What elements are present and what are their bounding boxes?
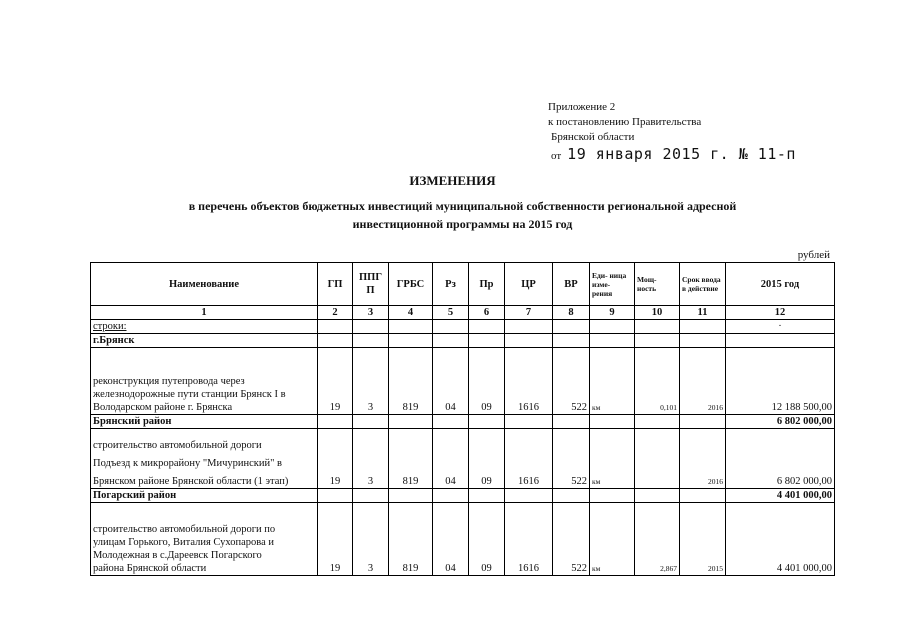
header-year-2015: 2015 год bbox=[726, 263, 835, 306]
object-name: строительство автомобильной дороги по улицам Горького, Виталия Сухопарова и Молодежная в с.Дареевск Погарского района Брянской области bbox=[91, 503, 318, 576]
cell-unit: км bbox=[590, 503, 635, 576]
cell-year: 2016 bbox=[680, 348, 726, 415]
cell-unit: км bbox=[590, 429, 635, 489]
appendix-block bbox=[548, 100, 796, 164]
cell-rz: 04 bbox=[433, 348, 469, 415]
cell-vr: 522 bbox=[553, 429, 590, 489]
col-num-9: 9 bbox=[590, 306, 635, 320]
section-name: Брянский район bbox=[91, 415, 318, 429]
cell-pr: 09 bbox=[469, 429, 505, 489]
cell-amount: 12 188 500,00 bbox=[726, 348, 835, 415]
col-num-1: 1 bbox=[91, 306, 318, 320]
appendix-date bbox=[548, 147, 796, 164]
stroki-mark: · bbox=[726, 320, 835, 334]
object-row-dareevsk-road bbox=[91, 503, 835, 576]
section-name: г.Брянск bbox=[91, 334, 318, 348]
header-gp: ГП bbox=[318, 263, 353, 306]
cell-gp: 19 bbox=[318, 348, 353, 415]
cell-rz: 04 bbox=[433, 503, 469, 576]
object-row-overpass bbox=[91, 348, 835, 415]
cell-capacity bbox=[635, 429, 680, 489]
cell-rz: 04 bbox=[433, 429, 469, 489]
cell-amount: 6 802 000,00 bbox=[726, 429, 835, 489]
appendix-line-1: Приложение 2 bbox=[548, 101, 616, 113]
cell-grbs: 819 bbox=[389, 429, 433, 489]
cell-gp: 19 bbox=[318, 503, 353, 576]
cell-ppgp: 3 bbox=[353, 503, 389, 576]
col-num-4: 4 bbox=[389, 306, 433, 320]
object-name: строительство автомобильной дороги Подъезд к микрорайону "Мичуринский" в Брянском районе Брянской области (1 этап) bbox=[91, 429, 318, 489]
section-total: 6 802 000,00 bbox=[726, 415, 835, 429]
col-num-8: 8 bbox=[553, 306, 590, 320]
section-total bbox=[726, 334, 835, 348]
cell-vr: 522 bbox=[553, 348, 590, 415]
col-num-12: 12 bbox=[726, 306, 835, 320]
changes-table bbox=[90, 262, 835, 576]
header-grbs: ГРБС bbox=[389, 263, 433, 306]
subtitle-line-2: инвестиционной программы на 2015 год bbox=[352, 217, 573, 231]
header-row bbox=[91, 263, 835, 306]
cell-unit: км bbox=[590, 348, 635, 415]
cell-ppgp: 3 bbox=[353, 348, 389, 415]
subtitle-line-1: в перечень объектов бюджетных инвестиций муниципальной собственности региональной адресной bbox=[188, 199, 737, 213]
header-vr: ВР bbox=[553, 263, 590, 306]
document-title: ИЗМЕНЕНИЯ bbox=[409, 173, 496, 188]
document-subtitle bbox=[140, 197, 785, 233]
header-ppgp: ППГ П bbox=[353, 263, 389, 306]
section-total: 4 401 000,00 bbox=[726, 489, 835, 503]
cell-pr: 09 bbox=[469, 348, 505, 415]
stroki-label: строки: bbox=[91, 320, 318, 334]
header-rz: Рз bbox=[433, 263, 469, 306]
appendix-line-2: к постановлению Правительства bbox=[548, 116, 702, 128]
cell-gp: 19 bbox=[318, 429, 353, 489]
header-term: Срок ввода в действие bbox=[680, 263, 726, 306]
header-name: Наименование bbox=[91, 263, 318, 306]
column-number-row bbox=[91, 306, 835, 320]
header-capacity: Мощ- ность bbox=[635, 263, 680, 306]
currency-unit: рублей bbox=[797, 249, 830, 261]
appendix-date-prefix: от bbox=[551, 150, 562, 162]
col-num-10: 10 bbox=[635, 306, 680, 320]
cell-vr: 522 bbox=[553, 503, 590, 576]
stroki-row bbox=[91, 320, 835, 334]
col-num-2: 2 bbox=[318, 306, 353, 320]
cell-cr: 1616 bbox=[505, 503, 553, 576]
col-num-5: 5 bbox=[433, 306, 469, 320]
cell-year: 2016 bbox=[680, 429, 726, 489]
col-num-6: 6 bbox=[469, 306, 505, 320]
header-pr: Пр bbox=[469, 263, 505, 306]
section-name: Погарский район bbox=[91, 489, 318, 503]
cell-grbs: 819 bbox=[389, 348, 433, 415]
appendix-date-stamp: 19 января 2015 г. № 11-п bbox=[567, 145, 796, 163]
cell-capacity: 0,101 bbox=[635, 348, 680, 415]
col-num-3: 3 bbox=[353, 306, 389, 320]
cell-capacity: 2,867 bbox=[635, 503, 680, 576]
header-cr: ЦР bbox=[505, 263, 553, 306]
object-name: реконструкция путепровода через железнодорожные пути станции Брянск I в Володарском районе г. Брянска bbox=[91, 348, 318, 415]
object-row-michurinsky-road bbox=[91, 429, 835, 489]
cell-cr: 1616 bbox=[505, 348, 553, 415]
cell-pr: 09 bbox=[469, 503, 505, 576]
appendix-line-3: Брянской области bbox=[551, 131, 635, 143]
cell-grbs: 819 bbox=[389, 503, 433, 576]
cell-cr: 1616 bbox=[505, 429, 553, 489]
col-num-11: 11 bbox=[680, 306, 726, 320]
col-num-7: 7 bbox=[505, 306, 553, 320]
header-unit: Еди- ница изме- рения bbox=[590, 263, 635, 306]
cell-amount: 4 401 000,00 bbox=[726, 503, 835, 576]
section-row-pogarsky-district bbox=[91, 489, 835, 503]
section-row-bryansky-district bbox=[91, 415, 835, 429]
cell-year: 2015 bbox=[680, 503, 726, 576]
section-row-bryansk-city bbox=[91, 334, 835, 348]
cell-ppgp: 3 bbox=[353, 429, 389, 489]
